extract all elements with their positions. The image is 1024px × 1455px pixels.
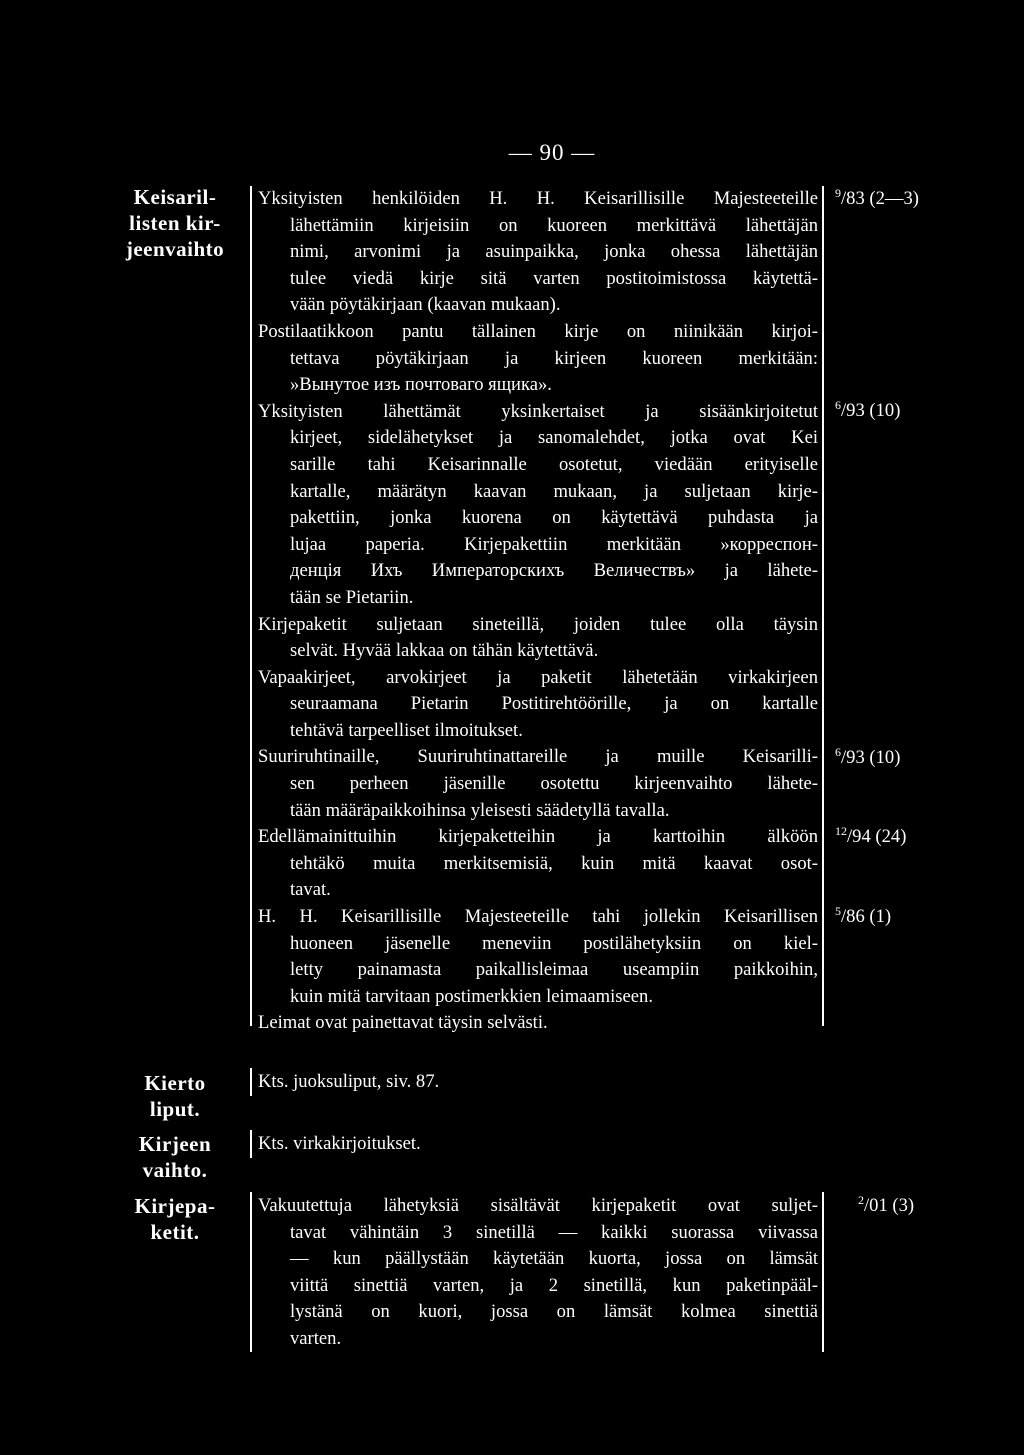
section-heading-kiertoliput (102, 1070, 248, 1122)
text-line: selvät. Hyvää lakkaa on tähän käytettävä. (290, 640, 599, 662)
reference-note (835, 186, 985, 213)
text-line: Postilaatikkoon pantu tällainen kirje on niinikään kirjoi- (258, 320, 818, 342)
ref-text: /93 (10) (841, 400, 901, 421)
section-body-kirjepaketit (258, 1193, 818, 1353)
section-body-kiertoliput (258, 1069, 818, 1096)
heading-line: ketit. (150, 1220, 200, 1244)
paragraph (258, 612, 818, 665)
right-rule (822, 186, 824, 1026)
page-number: — 90 — (508, 140, 596, 165)
text-line: huoneen jäsenelle meneviin postilähetyksiin on kiel- (290, 932, 818, 954)
ref-sup: 5 (835, 904, 841, 918)
paragraph (258, 186, 818, 319)
text-line: kuin mitä tarvitaan postimerkkien leimaamiseen. (290, 985, 653, 1007)
text-line: tehtäkö muita merkitsemisiä, kuin mitä kaavat osot- (290, 852, 818, 874)
section-heading-kirjepaketit (102, 1193, 248, 1245)
heading-line: Kirjeen (138, 1132, 212, 1156)
text-line: tehtävä tarpeelliset ilmoitukset. (290, 719, 523, 741)
text-line: tään määräpaikkoihinsa yleisesti säädetyllä tavalla. (290, 799, 670, 821)
left-rule (250, 186, 252, 1026)
text-line: vään pöytäkirjaan (kaavan mukaan). (290, 294, 561, 316)
text-line: sarille tahi Keisarinnalle osotetut, viedään erityiselle (290, 453, 818, 475)
heading-line: vaihto. (142, 1158, 208, 1182)
text-line: денція Ихъ Императорскихъ Величествъ» ja lähete- (290, 560, 818, 582)
text-line: Yksityisten henkilöiden H. H. Keisarillisille Majesteeteille (258, 188, 818, 209)
paragraph (258, 904, 818, 1010)
ref-text: /93 (10) (841, 747, 901, 768)
text-line: Vakuutettuja lähetyksiä sisältävät kirjepaketit ovat suljet- (258, 1195, 818, 1216)
ref-text: /94 (24) (847, 826, 907, 847)
heading-line: Keisaril- (133, 185, 217, 209)
text-line: letty painamasta paikallisleimaa useampiin paikkoihin, (290, 959, 818, 981)
paragraph (258, 1010, 818, 1037)
reference-note (835, 904, 985, 931)
section-heading-kirjeenvaihto (102, 1131, 248, 1183)
text-line: Leimat ovat painettavat täysin selvästi. (258, 1012, 548, 1034)
paragraph (258, 1193, 818, 1353)
text-line: tavat vähintäin 3 sinetillä — kaikki suorassa viivassa (290, 1221, 818, 1243)
paragraph (258, 399, 818, 612)
reference-note (835, 824, 985, 851)
text-line: »Вынутое изъ почтоваго ящика». (290, 374, 552, 396)
text-line: tavat. (290, 879, 331, 901)
text-line: H. H. Keisarillisille Majesteeteille tahi jollekin Keisarillisen (258, 906, 818, 928)
text-line: seuraamana Pietarin Postitirehtöörille, ja on kartalle (290, 693, 818, 715)
ref-sup: 12 (835, 824, 847, 838)
text-line: nimi, arvonimi ja asuinpaikka, jonka ohessa lähettäjän (290, 241, 818, 263)
text-line: lystänä on kuori, jossa on lämsät kolmea sinettiä (290, 1301, 818, 1323)
ref-text: /83 (2—3) (841, 188, 919, 209)
text-line: tulee viedä kirje sitä varten postitoimistossa käytettä- (290, 267, 818, 289)
text-line: — kun päällystään käytetään kuorta, jossa on lämsät (290, 1248, 818, 1270)
heading-line: liput. (149, 1097, 201, 1121)
heading-line: Kierto (144, 1071, 206, 1095)
left-rule (250, 1068, 252, 1096)
reference-note (858, 1193, 1008, 1220)
text-line: varten. (290, 1327, 342, 1349)
text-line: Edellämainittuihin kirjepaketteihin ja karttoihin älköön (258, 826, 818, 848)
heading-line: listen kir- (129, 211, 221, 235)
text-line: Suuriruhtinaille, Suuriruhtinattareille ja muille Keisarilli- (258, 746, 818, 768)
heading-line: Kirjepa- (134, 1194, 216, 1218)
text-line: viittä sinettiä varten, ja 2 sinetillä, kun paketinpääl- (290, 1274, 818, 1296)
ref-text: /01 (3) (864, 1195, 915, 1216)
text-line: tettava pöytäkirjaan ja kirjeen kuoreen merkitään: (290, 347, 818, 369)
ref-sup: 6 (835, 398, 841, 412)
section-body-keisarillisten-kirjeenvaihto (258, 186, 818, 1037)
text-line: lujaa paperia. Kirjepakettiin merkitään »корреспон- (290, 533, 818, 555)
paragraph (258, 319, 818, 399)
text-line: Kts. juoksuliput, siv. 87. (258, 1071, 440, 1092)
paragraph (258, 744, 818, 824)
text-line: Yksityisten lähettämät yksinkertaiset ja sisäänkirjoitetut (258, 400, 818, 422)
paragraph (258, 1069, 818, 1096)
text-line: Kirjepaketit suljetaan sineteillä, joiden tulee olla täysin (258, 613, 818, 635)
section-body-kirjeenvaihto (258, 1131, 818, 1158)
text-line: kartalle, määrätyn kaavan mukaan, ja suljetaan kirje- (290, 480, 818, 502)
text-line: pakettiin, jonka kuorena on käytettävä puhdasta ja (290, 507, 818, 529)
ref-sup: 6 (835, 745, 841, 759)
heading-line: jeenvaihto (125, 237, 225, 261)
right-rule (822, 1192, 824, 1352)
paragraph (258, 665, 818, 745)
left-rule (250, 1130, 252, 1158)
text-line: kirjeet, sidelähetykset ja sanomalehdet, jotka ovat Kei (290, 427, 818, 449)
paragraph (258, 1131, 818, 1158)
text-line: Vapaakirjeet, arvokirjeet ja paketit lähetetään virkakirjeen (258, 666, 818, 688)
ref-text: /86 (1) (841, 906, 892, 927)
paragraph (258, 824, 818, 904)
section-heading-keisarillisten-kirjeenvaihto (102, 184, 248, 262)
reference-note (835, 398, 985, 425)
text-line: sen perheen jäsenille osotettu kirjeenvaihto lähete- (290, 773, 818, 795)
text-line: Kts. virkakirjoitukset. (258, 1133, 421, 1154)
left-rule (250, 1192, 252, 1352)
ref-sup: 2 (858, 1193, 864, 1207)
reference-note (835, 745, 985, 772)
text-line: lähettämiin kirjeisiin on kuoreen merkittävä lähettäjän (290, 214, 818, 236)
ref-sup: 9 (835, 186, 841, 200)
text-line: tään se Pietariin. (290, 586, 414, 608)
